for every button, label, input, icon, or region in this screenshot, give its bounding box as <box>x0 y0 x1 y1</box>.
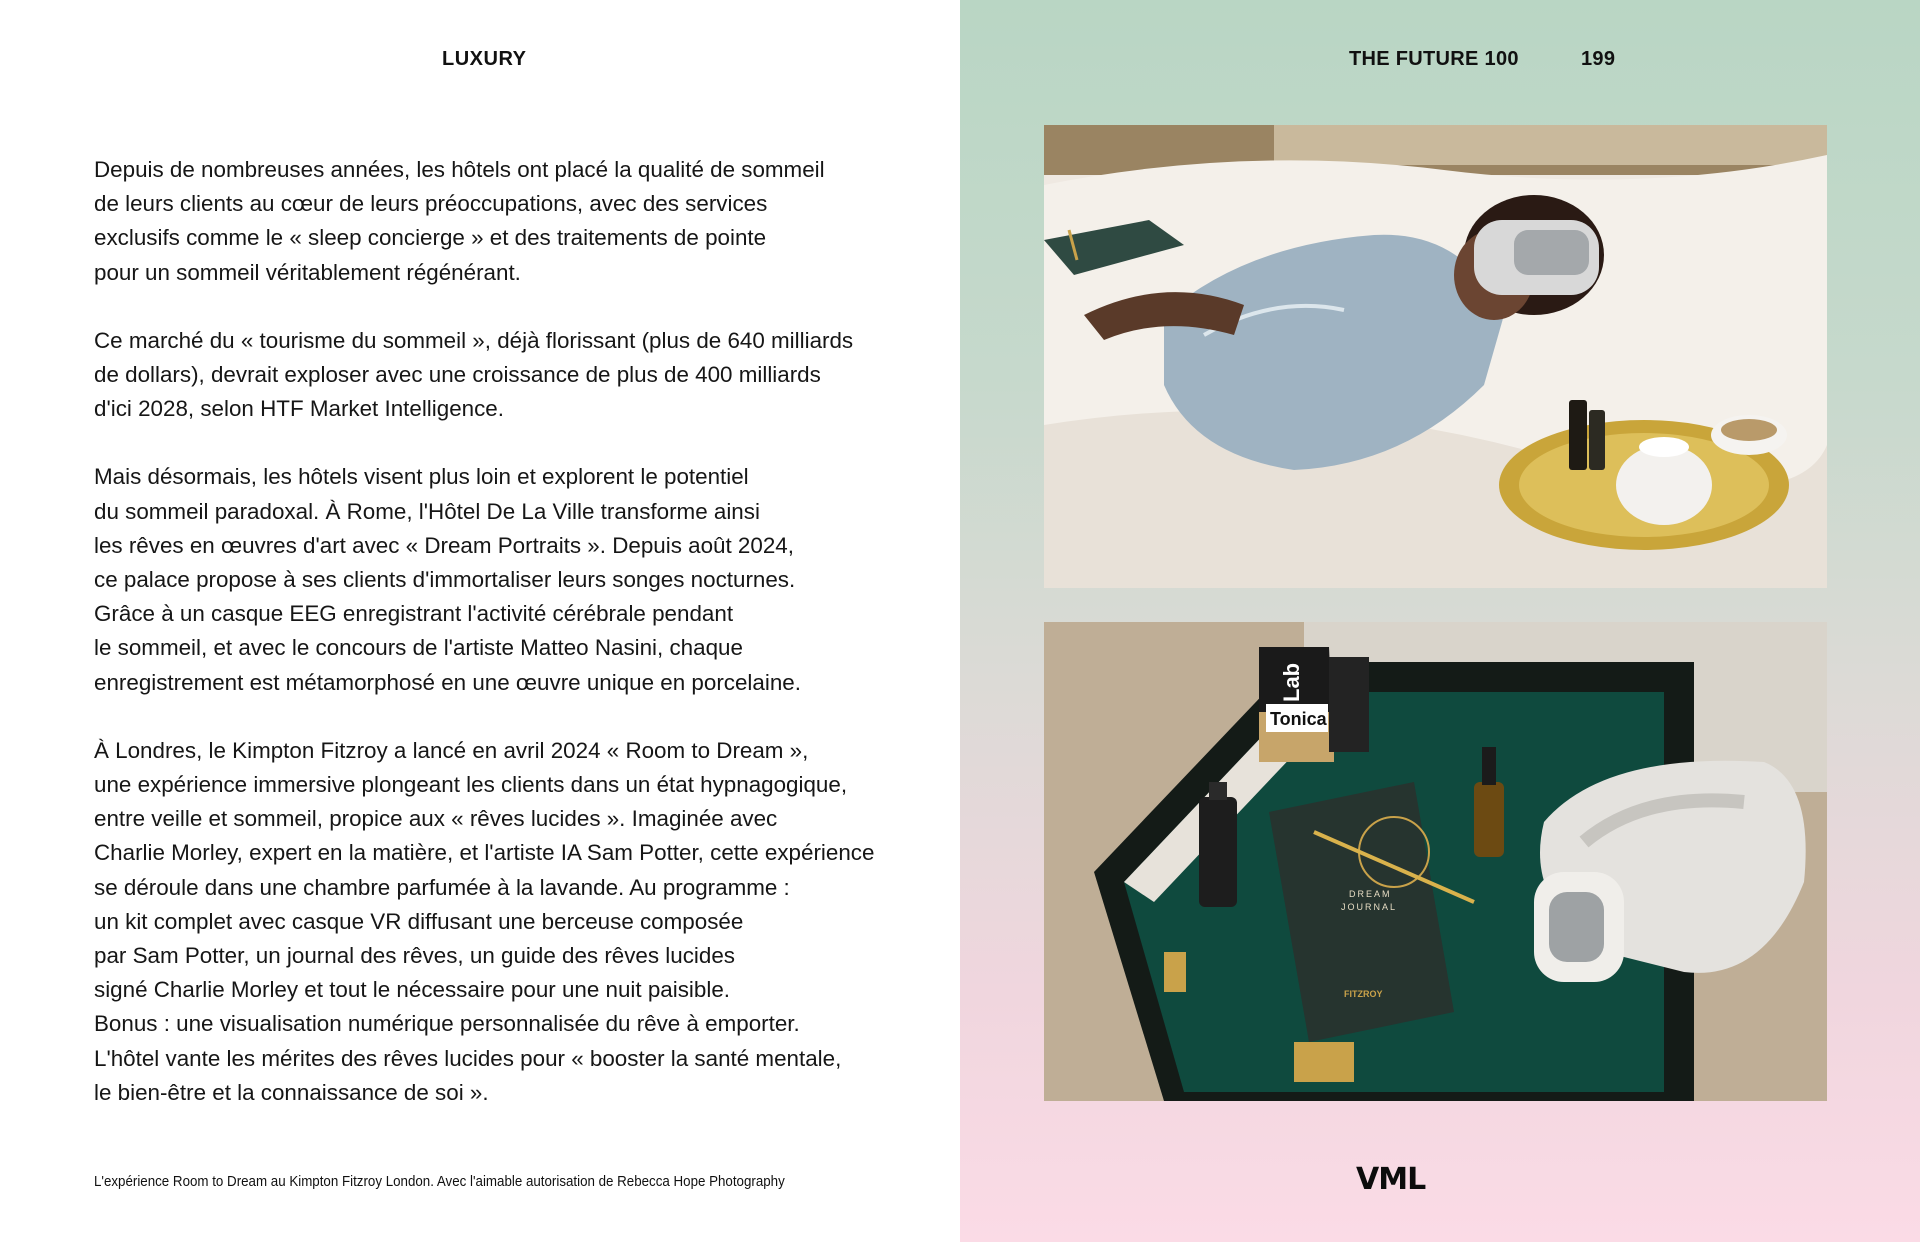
box-label-tonica: Tonica <box>1270 709 1327 729</box>
paragraph-1: Depuis de nombreuses années, les hôtels ont placé la qualité de sommeil de leurs clients au cœur de leurs préoccupations, avec des services exclusifs comme le « sleep concierge » et des traitements de pointe pour un sommeil véritablement régénérant. <box>94 157 825 285</box>
right-page <box>960 0 1920 1242</box>
journal-title-line-1: DREAM <box>1349 889 1392 899</box>
article-body <box>94 153 914 1144</box>
section-label: LUXURY <box>442 48 527 70</box>
page-number: 199 <box>1581 48 1616 70</box>
publication-title: THE FUTURE 100 <box>1349 48 1519 70</box>
journal-brand: FITZROY <box>1344 989 1383 999</box>
vml-logo: VML <box>1356 1162 1426 1197</box>
photo-woman-vr-headset-in-bed <box>1044 125 1827 588</box>
lab-tonica-box <box>1259 647 1369 762</box>
paragraph-2: Ce marché du « tourisme du sommeil », déjà florissant (plus de 640 milliards de dollars), devrait exploser avec une croissance de plus de 400 milliards d'ici 2028, selon HTF Market Intelligence. <box>94 327 854 422</box>
photo-caption: L'expérience Room to Dream au Kimpton Fitzroy London. Avec l'aimable autorisation de Rebecca Hope Photography <box>94 1174 785 1190</box>
box-label-lab: Lab <box>1279 662 1304 702</box>
journal-title-line-2: JOURNAL <box>1341 902 1398 912</box>
paragraph-3: Mais désormais, les hôtels visent plus loin et explorent le potentiel du sommeil paradoxal. À Rome, l'Hôtel De La Ville transforme ainsi les rêves en œuvres d'art avec « Dream Portraits ». Depuis août 2024, ce palace propose à ses clients d'immortaliser leurs songes nocturnes. Grâce à un casque EEG enregistrant l'activité cérébrale pendant le sommeil, et avec le concours de l'artiste Matteo Nasini, chaque enregistrement est métamorphosé en une œuvre unique en porcelaine. <box>94 464 801 695</box>
paragraph-4: À Londres, le Kimpton Fitzroy a lancé en avril 2024 « Room to Dream », une expérience immersive plongeant les clients dans un état hypnagogique, entre veille et sommeil, propice aux « rêves lucides ». Imaginée avec Charlie Morley, expert en la matière, et l'artiste IA Sam Potter, cette expérience se déroule dans une chambre parfumée à la lavande. Au programme : un kit complet avec casque VR diffusant une berceuse composée par Sam Potter, un journal des rêves, un guide des rêves lucides signé Charlie Morley et tout le nécessaire pour une nuit paisible. Bonus : une visualisation numérique personnalisée du rêve à emporter. L'hôtel vante les mérites des rêves lucides pour « booster la santé mentale, le bien-être et la connaissance de soi ». <box>94 737 875 1105</box>
photo-room-to-dream-kit <box>1044 622 1827 1101</box>
